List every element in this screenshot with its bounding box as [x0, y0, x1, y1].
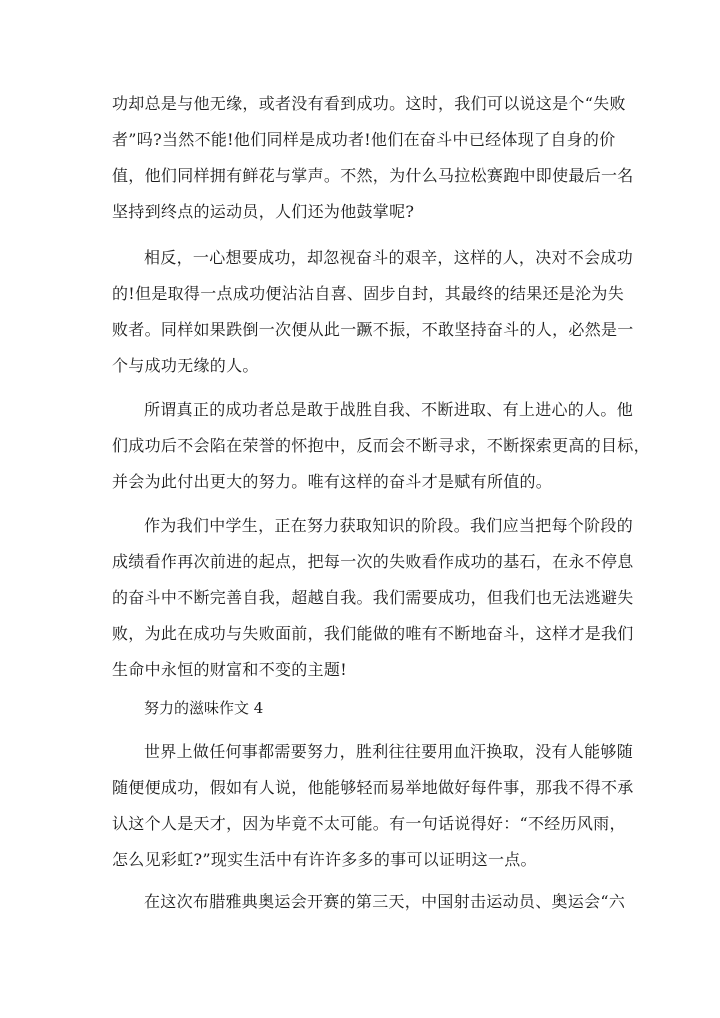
text-line: 功却总是与他无缘，或者没有看到成功。这时，我们可以说这是个“失败: [112, 94, 626, 113]
text-line: 值，他们同样拥有鲜花与掌声。不然，为什么马拉松赛跑中即使最后一名: [112, 166, 634, 185]
text-line: 认这个人是天才，因为毕竟不太可能。有一句话说得好：“不经历风雨，: [112, 814, 626, 833]
text-line: 的!但是取得一点成功便沾沾自喜、固步自封，其最终的结果还是沦为失: [112, 284, 625, 303]
text-line: 生命中永恒的财富和不变的主题!: [112, 660, 347, 679]
paragraph-first-line: 相反，一心想要成功，却忽视奋斗的艰辛，这样的人，决对不会成功: [144, 248, 634, 267]
section-heading: 努力的滋味作文 4: [144, 699, 264, 717]
paragraph-first-line: 世界上做任何事都需要努力，胜利往往要用血汗换取，没有人能够随: [144, 742, 634, 761]
text-line: 的奋斗中不断完善自我，超越自我。我们需要成功，但我们也无法逃避失: [112, 588, 634, 607]
text-line: 成绩看作再次前进的起点，把每一次的失败看作成功的基石，在永不停息: [112, 552, 634, 571]
text-line: 个与成功无缘的人。: [112, 356, 259, 375]
text-line: 怎么见彩虹?”现实生活中有许许多多的事可以证明这一点。: [112, 850, 537, 869]
paragraph-first-line: 在这次布腊雅典奥运会开赛的第三天，中国射击运动员、奥运会“六: [144, 892, 626, 911]
text-line: 败，为此在成功与失败面前，我们能做的唯有不断地奋斗，这样才是我们: [112, 624, 634, 643]
text-line: 并会为此付出更大的努力。唯有这样的奋斗才是赋有所值的。: [112, 472, 553, 491]
paragraph-first-line: 作为我们中学生，正在努力获取知识的阶段。我们应当把每个阶段的: [144, 516, 634, 535]
text-line: 们成功后不会陷在荣誉的怀抱中，反而会不断寻求，不断探索更高的目标，: [112, 436, 650, 455]
text-line: 者”吗?当然不能!他们同样是成功者!他们在奋斗中已经体现了自身的价: [112, 130, 616, 149]
text-line: 败者。同样如果跌倒一次便从此一蹶不振，不敢坚持奋斗的人，必然是一: [112, 320, 634, 339]
text-line: 随便便成功，假如有人说，他能够轻而易举地做好每件事，那我不得不承: [112, 778, 634, 797]
paragraph-first-line: 所谓真正的成功者总是敢于战胜自我、不断进取、有上进心的人。他: [144, 400, 634, 419]
text-line: 坚持到终点的运动员，人们还为他鼓掌呢?: [112, 202, 415, 221]
